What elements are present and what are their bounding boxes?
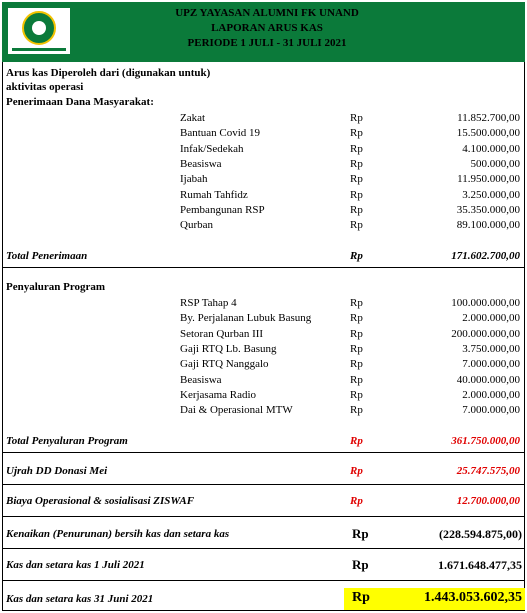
penyaluran-item-amount: 100.000.000,00	[451, 297, 520, 309]
intro-line-2: aktivitas operasi	[6, 81, 84, 93]
kas-awal-label: Kas dan setara kas 1 Juli 2021	[6, 559, 145, 571]
total-penerimaan-currency: Rp	[350, 250, 363, 262]
total-penyaluran-amount: 361.750.000,00	[451, 435, 520, 447]
kas-akhir-label: Kas dan setara kas 31 Juni 2021	[6, 593, 154, 605]
penyaluran-item-amount: 7.000.000,00	[462, 404, 520, 417]
penyaluran-item-currency: Rp	[350, 358, 363, 371]
penerimaan-item-label: Zakat	[180, 112, 206, 124]
penerimaan-item-currency: Rp	[350, 127, 363, 140]
penerimaan-item-amount: 3.250.000,00	[462, 188, 520, 201]
penerimaan-item-label: Ijabah	[180, 173, 208, 186]
penerimaan-item-label: Rumah Tahfidz	[180, 188, 248, 201]
penyaluran-item-amount: 2.000.000,00	[462, 312, 520, 325]
penyaluran-item-label: Gaji RTQ Lb. Basung	[180, 342, 277, 355]
ujrah-label: Ujrah DD Donasi Mei	[6, 465, 108, 477]
kas-akhir-amount: 1.443.053.602,35	[424, 590, 522, 605]
header-report-title: LAPORAN ARUS KAS	[211, 22, 323, 34]
penyaluran-item-currency: Rp	[350, 388, 363, 401]
kas-akhir-currency: Rp	[352, 590, 370, 605]
penerimaan-item-currency: Rp	[350, 203, 363, 216]
penerimaan-item-label: Beasiswa	[180, 157, 222, 170]
penerimaan-item-label: Infak/Sedekah	[180, 142, 244, 155]
penyaluran-item-label: RSP Tahap 4	[180, 297, 237, 309]
penyaluran-item-currency: Rp	[350, 373, 363, 386]
header-period: PERIODE 1 JULI - 31 JULI 2021	[187, 37, 347, 49]
biaya-currency: Rp	[350, 495, 363, 507]
ujrah-currency: Rp	[350, 465, 363, 477]
penyaluran-item-label: Beasiswa	[180, 373, 222, 386]
penerimaan-heading: Penerimaan Dana Masyarakat:	[6, 96, 154, 108]
kenaikan-label: Kenaikan (Penurunan) bersih kas dan setara kas	[6, 528, 230, 540]
penerimaan-item-currency: Rp	[350, 188, 363, 201]
total-penerimaan-amount: 171.602.700,00	[451, 250, 520, 262]
penerimaan-item-label: Bantuan Covid 19	[180, 127, 261, 140]
penyaluran-item-amount: 3.750.000,00	[462, 342, 520, 355]
organization-logo	[8, 8, 70, 54]
penyaluran-item-currency: Rp	[350, 312, 363, 325]
penyaluran-item-amount: 200.000.000,00	[451, 327, 520, 340]
report-header	[2, 2, 525, 62]
penyaluran-item-currency: Rp	[350, 297, 363, 309]
penerimaan-item-amount: 4.100.000,00	[462, 142, 520, 155]
biaya-amount: 12.700.000,00	[456, 495, 520, 507]
penerimaan-item-amount: 89.100.000,00	[456, 219, 520, 232]
penerimaan-item-currency: Rp	[350, 112, 363, 124]
penyaluran-item-label: Gaji RTQ Nanggalo	[180, 358, 269, 371]
header-org-name: UPZ YAYASAN ALUMNI FK UNAND	[175, 7, 359, 19]
logo-emblem-icon	[22, 11, 56, 45]
intro-line-1: Arus kas Diperoleh dari (digunakan untuk)	[6, 67, 211, 79]
penyaluran-item-label: Kerjasama Radio	[180, 388, 257, 401]
penyaluran-heading: Penyaluran Program	[6, 281, 106, 293]
penyaluran-item-label: Dai & Operasional MTW	[180, 404, 293, 417]
penerimaan-item-amount: 15.500.000,00	[456, 127, 520, 140]
kenaikan-currency: Rp	[352, 526, 369, 541]
total-penerimaan-label: Total Penerimaan	[6, 250, 88, 262]
penyaluran-item-currency: Rp	[350, 327, 363, 340]
penerimaan-item-amount: 11.950.000,00	[457, 173, 520, 186]
penerimaan-item-amount: 35.350.000,00	[456, 203, 520, 216]
penerimaan-item-label: Pembangunan RSP	[180, 203, 265, 216]
penyaluran-item-amount: 40.000.000,00	[456, 373, 520, 386]
penyaluran-item-label: Setoran Qurban III	[180, 327, 264, 340]
total-penyaluran-currency: Rp	[350, 435, 363, 447]
penyaluran-item-amount: 2.000.000,00	[462, 388, 520, 401]
kenaikan-amount: (228.594.875,00)	[439, 527, 522, 541]
penerimaan-item-amount: 500.000,00	[470, 157, 520, 170]
header-title-block	[122, 6, 412, 51]
penerimaan-item-amount: 11.852.700,00	[457, 112, 520, 124]
biaya-label: Biaya Operasional & sosialisasi ZISWAF	[6, 495, 195, 507]
kas-awal-amount: 1.671.648.477,35	[438, 558, 522, 572]
penyaluran-item-currency: Rp	[350, 342, 363, 355]
ujrah-amount: 25.747.575,00	[456, 465, 520, 477]
kas-awal-currency: Rp	[352, 557, 369, 572]
penyaluran-item-currency: Rp	[350, 404, 363, 417]
penerimaan-item-label: Qurban	[180, 219, 213, 232]
penerimaan-item-currency: Rp	[350, 173, 363, 186]
penerimaan-item-currency: Rp	[350, 219, 363, 232]
penerimaan-item-currency: Rp	[350, 157, 363, 170]
total-penyaluran-label: Total Penyaluran Program	[6, 435, 128, 447]
penyaluran-item-label: By. Perjalanan Lubuk Basung	[180, 312, 312, 325]
penerimaan-item-currency: Rp	[350, 142, 363, 155]
penyaluran-item-amount: 7.000.000,00	[462, 358, 520, 371]
